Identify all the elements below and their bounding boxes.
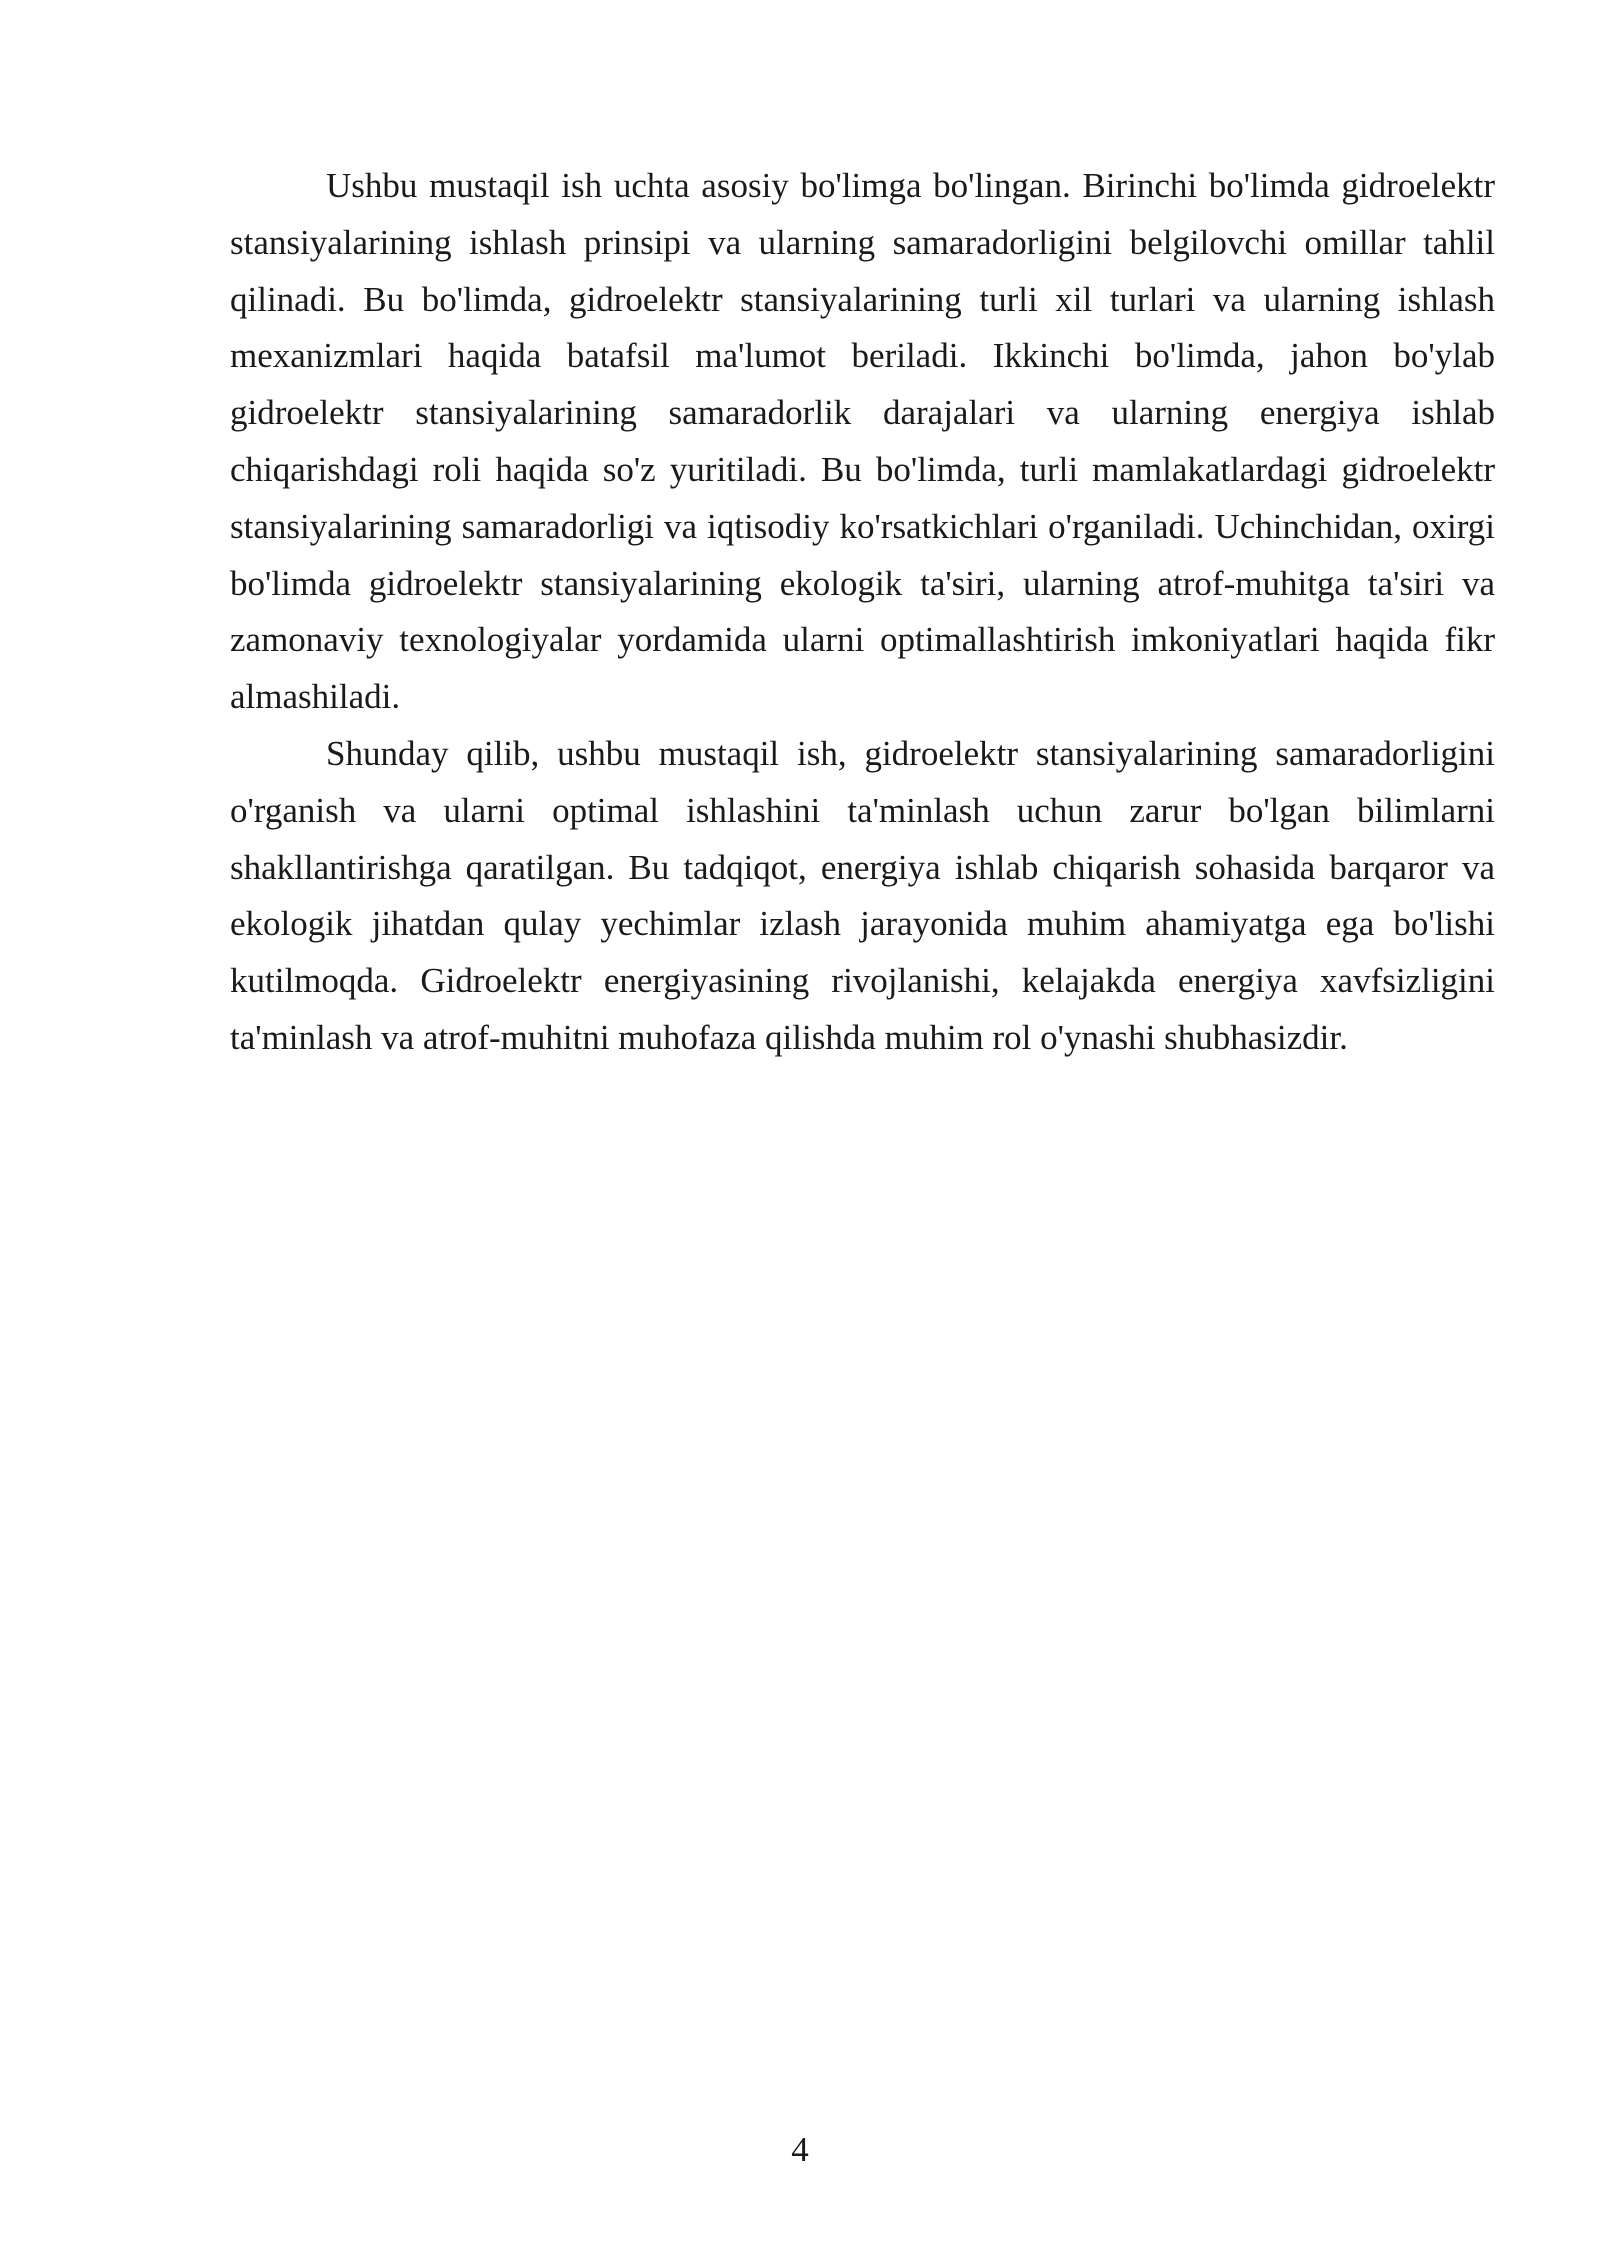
paragraph-1: Ushbu mustaqil ish uchta asosiy bo'limga bo'lingan. Birinchi bo'limda gidroelektr stansiyalarining ishlash prinsipi va ularning samaradorligini belgilovchi omillar tahlil qilinadi. Bu bo'limda, gidroelektr stansiyalarining turli xil turlari va ularning ishlash mexanizmlari haqida batafsil ma'lumot beriladi. Ikkinchi bo'limda, jahon bo'ylab gidroelektr stansiyalarining samaradorlik darajalari va ularning energiya ishlab chiqarishdagi roli haqida so'z yuritiladi. Bu bo'limda, turli mamlakatlardagi gidroelektr stansiyalarining samaradorligi va iqtisodiy ko'rsatkichlari o'rganiladi. Uchinchidan, oxirgi bo'limda gidroelektr stansiyalarining ekologik ta'siri, ularning atrof-muhitga ta'siri va zamonaviy texnologiyalar yordamida ularni optimallashtirish imkoniyatlari haqida fikr almashiladi. [230,166,1495,717]
body-text [230,158,1495,1067]
paragraph-2: Shunday qilib, ushbu mustaqil ish, gidroelektr stansiyalarining samaradorligini o'rganish va ularni optimal ishlashini ta'minlash uchun zarur bo'lgan bilimlarni shakllantirishga qaratilgan. Bu tadqiqot, energiya ishlab chiqarish sohasida barqaror va ekologik jihatdan qulay yechimlar izlash jarayonida muhim ahamiyatga ega bo'lishi kutilmoqda. Gidroelektr energiyasining rivojlanishi, kelajakda energiya xavfsizligini ta'minlash va atrof-muhitni muhofaza qilishda muhim rol o'ynashi shubhasizdir. [230,733,1495,1057]
page-number: 4 [791,2130,809,2169]
